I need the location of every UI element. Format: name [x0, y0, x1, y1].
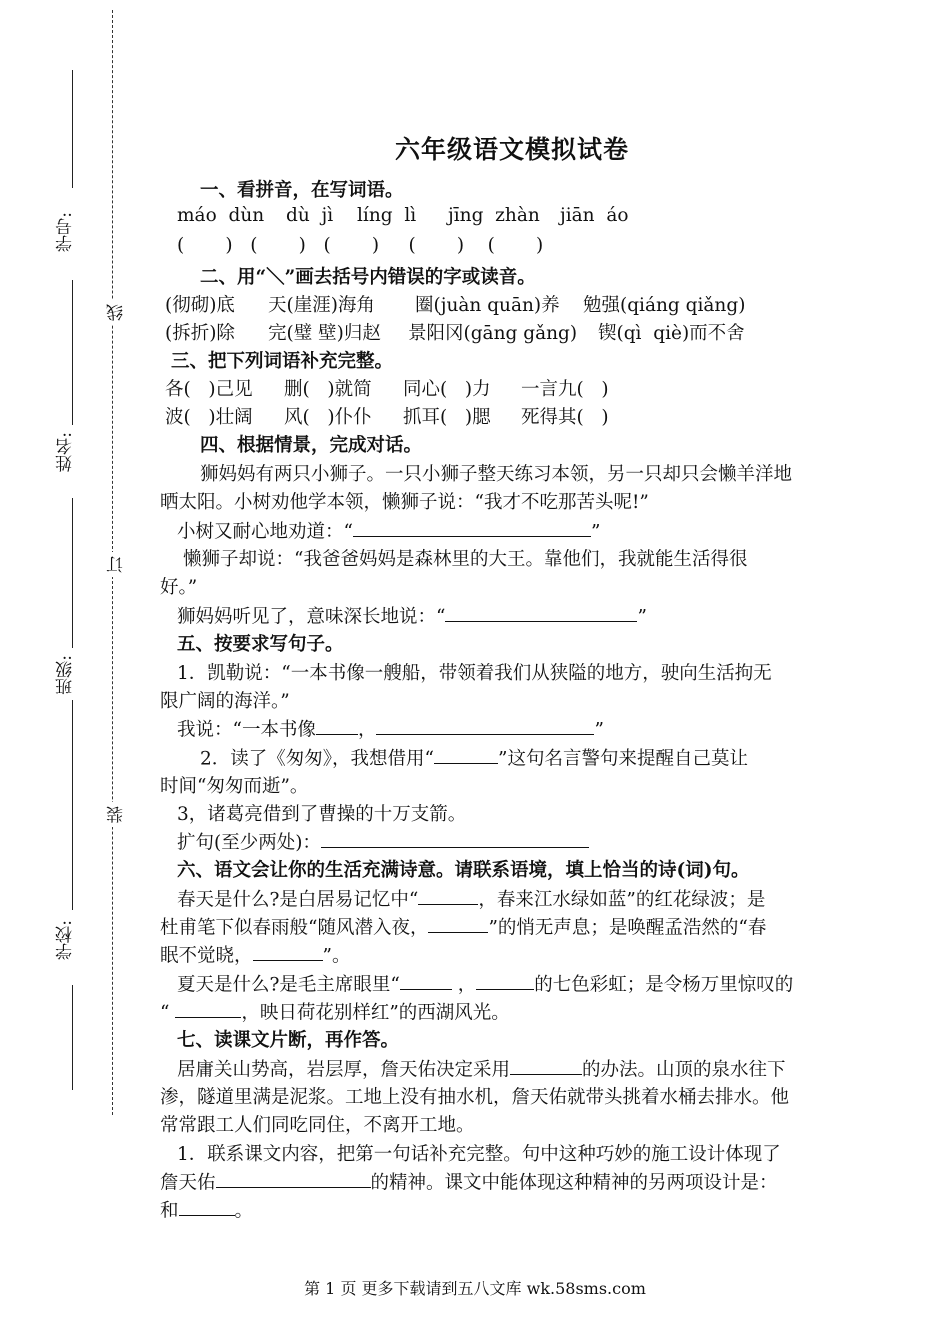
section3-heading: 三、把下列词语补充完整。 [171, 351, 394, 372]
s4-answer-blank-1[interactable] [353, 517, 591, 537]
school-field[interactable] [72, 985, 73, 1090]
s7-blank-1[interactable] [510, 1055, 582, 1075]
s5-item1b: 限广阔的海洋。” [160, 691, 290, 712]
s4-quote2: 狮妈妈听见了，意味深长地说：“ ” [177, 602, 647, 628]
name-field[interactable] [72, 280, 73, 425]
s3-r2-c2[interactable]: 风( )仆仆 [284, 407, 372, 428]
s7-blank-2[interactable] [216, 1168, 371, 1188]
s2-r2-c2[interactable]: 完(璧 壁)归赵 [268, 323, 381, 344]
s6-line1: 春天是什么?是白居易记忆中“ ，春来江水绿如蓝”的红花绿波；是 [177, 885, 765, 911]
s7-para2: 渗，隧道里满是泥浆。工地上没有抽水机，詹天佑就带头挑着水桶去排水。他 [160, 1087, 790, 1108]
school-label: 学校: [56, 920, 76, 960]
pinyin-4: jīng zhàn [448, 205, 540, 226]
page-footer: 第 1 页 更多下载请到五八文库 wk.58sms.com [304, 1279, 646, 1298]
pinyin-3: líng lì [357, 205, 417, 226]
s5-blank-3[interactable] [321, 828, 589, 848]
s5-item3: 3，诸葛亮借到了曹操的十万支箭。 [177, 804, 467, 825]
class-label: 班级: [56, 655, 76, 695]
s7-para1: 居庸关山势高，岩层厚，詹天佑决定采用 的办法。山顶的泉水往下 [177, 1055, 786, 1081]
s2-r1-c2[interactable]: 天(崖涯)海角 [268, 295, 375, 316]
s3-r1-c2[interactable]: 删( )就简 [284, 379, 372, 400]
s7-blank-3[interactable] [179, 1196, 235, 1216]
s7-question1: 1．联系课文内容，把第一句话补充完整。句中这种巧妙的施工设计体现了 [177, 1144, 781, 1165]
s6-blank-3[interactable] [253, 941, 323, 961]
s6-blank-4[interactable] [400, 970, 452, 990]
pinyin-5: jiān áo [560, 205, 629, 226]
s3-r2-c1[interactable]: 波( )壮阔 [165, 407, 253, 428]
s4-para2b: 好。” [160, 577, 198, 598]
s2-r2-c1[interactable]: (拆折)除 [165, 323, 235, 344]
section6-heading: 六、语文会让你的生活充满诗意。请联系语境，填上恰当的诗(词)句。 [177, 860, 750, 881]
section2-heading: 二、用“＼”画去括号内错误的字或读音。 [200, 267, 536, 288]
binding-mark-ding: 订 [104, 552, 129, 577]
s7-para3: 常常跟工人们同吃同住，不离开工地。 [160, 1115, 475, 1136]
s5-blank-1a[interactable] [316, 715, 358, 735]
s2-r1-c3[interactable]: 圈(juàn quān)养 [415, 295, 560, 316]
s2-r1-c1[interactable]: (彻砌)底 [165, 295, 235, 316]
s3-r2-c3[interactable]: 抓耳( )腮 [403, 407, 491, 428]
class-field-top[interactable] [72, 498, 73, 648]
s2-r1-c4[interactable]: 勉强(qiáng qiǎng) [583, 295, 746, 316]
s4-answer-blank-2[interactable] [445, 602, 637, 622]
s6-line4: 夏天是什么?是毛主席眼里“ ， 的七色彩虹；是令杨万里惊叹的 [177, 970, 793, 996]
binding-mark-zhuang: 装 [104, 802, 129, 827]
section7-heading: 七、读课文片断，再作答。 [177, 1030, 400, 1051]
s4-para1a: 狮妈妈有两只小狮子。一只小狮子整天练习本领，另一只却只会懒羊洋地 [200, 464, 793, 485]
s5-item3b: 扩句(至少两处)： [177, 828, 589, 854]
s6-line2: 杜甫笔下似春雨般“随风潜入夜， ”的悄无声息；是唤醒孟浩然的“春 [160, 913, 766, 939]
s4-para1b: 晒太阳。小树劝他学本领，懒狮子说：“我才不吃那苦头呢!” [160, 492, 649, 513]
pinyin-1: máo dùn [177, 205, 265, 226]
s6-blank-5[interactable] [476, 970, 534, 990]
binding-mark-xian: 线 [104, 300, 129, 325]
s4-para2a: 懒狮子却说：“我爸爸妈妈是森林里的大王。靠他们，我就能生活得很 [183, 549, 748, 570]
s5-item2: 2．读了《匆匆》，我想借用“ ”这句名言警句来提醒自己莫让 [200, 744, 748, 770]
student-id-label: 学号: [56, 212, 76, 252]
section5-heading: 五、按要求写句子。 [177, 634, 344, 655]
binding-margin [0, 0, 130, 1342]
s2-r2-c3[interactable]: 景阳冈(gāng gǎng) [408, 323, 578, 344]
s5-blank-2[interactable] [434, 744, 498, 764]
s3-r2-c4[interactable]: 死得其( ) [521, 407, 609, 428]
s5-item1a: 1．凯勒说：“一本书像一艘船，带领着我们从狭隘的地方，驶向生活拘无 [177, 663, 772, 684]
s7-question3: 和 。 [160, 1196, 253, 1222]
s3-r1-c1[interactable]: 各( )己见 [165, 379, 253, 400]
s2-r2-c4[interactable]: 锲(qì qiè)而不舍 [598, 323, 745, 344]
s6-blank-2[interactable] [428, 913, 488, 933]
s5-blank-1b[interactable] [376, 715, 594, 735]
s5-item1c: 我说：“一本书像 ， ” [177, 715, 604, 741]
school-field-top[interactable] [72, 860, 73, 910]
s4-quote1: 小树又耐心地劝道：“ ” [177, 517, 600, 543]
s3-r1-c4[interactable]: 一言九( ) [521, 379, 609, 400]
s6-line3: 眠不觉晓， ”。 [160, 941, 350, 967]
section1-heading: 一、看拼音，在写词语。 [200, 180, 404, 201]
pinyin-answer-blanks[interactable]: ( ) ( ) ( ) ( ) ( ) [177, 235, 544, 256]
s6-blank-6[interactable] [175, 998, 241, 1018]
s7-question2: 詹天佑 的精神。课文中能体现这种精神的另两项设计是： [160, 1168, 778, 1194]
s5-item2b: 时间“匆匆而逝”。 [160, 776, 309, 797]
s6-line5: “ ，映日荷花别样红”的西湖风光。 [160, 998, 510, 1024]
section4-heading: 四、根据情景，完成对话。 [200, 435, 423, 456]
name-label: 姓名: [56, 432, 76, 472]
student-id-field[interactable] [72, 70, 73, 188]
page-title: 六年级语文模拟试卷 [395, 135, 630, 164]
pinyin-2: dù jì [286, 205, 334, 226]
s6-blank-1[interactable] [418, 885, 478, 905]
s3-r1-c3[interactable]: 同心( )力 [403, 379, 491, 400]
